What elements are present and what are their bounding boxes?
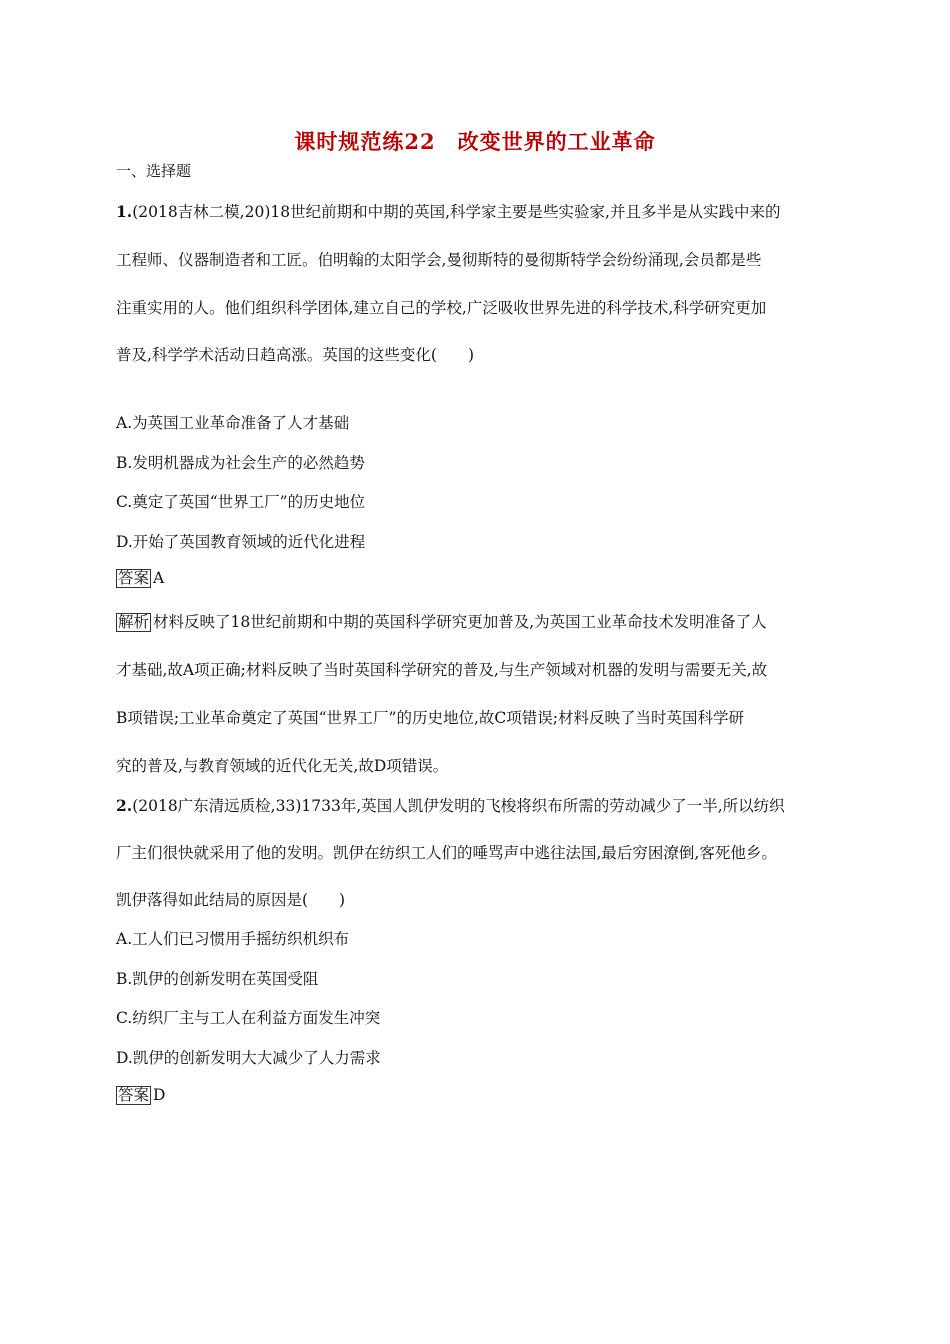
q1-analysis-line-2: 才基础,故A项正确;材料反映了当时英国科学研究的普及,与生产领域对机器的发明与需要无关,故 xyxy=(116,661,768,679)
analysis-tag: 解析 xyxy=(118,613,150,631)
q2-text-1: (2018广东清远质检,33)1733年,英国人凯伊发明的飞梭将织布所需的劳动减少了一半,所以纺织 xyxy=(132,797,785,815)
q2-option-b: B.凯伊的创新发明在英国受阻 xyxy=(116,970,319,988)
q2-line-2: 厂主们很快就采用了他的发明。凯伊在纺织工人们的唾骂声中逃往法国,最后穷困潦倒,客死他乡。 xyxy=(116,844,777,862)
section-label: 一、选择题 xyxy=(116,162,192,180)
q1-option-b: B.发明机器成为社会生产的必然趋势 xyxy=(116,454,365,472)
q2-line-1 xyxy=(116,794,785,816)
q2-option-a: A.工人们已习惯用手摇纺织机织布 xyxy=(116,930,350,948)
title-part-2: 改变世界的工业革命 xyxy=(457,129,656,154)
q1-line-1 xyxy=(116,200,780,222)
q1-analysis-line-1 xyxy=(116,610,767,632)
page-title xyxy=(0,126,950,156)
q2-option-c: C.纺织厂主与工人在利益方面发生冲突 xyxy=(116,1009,381,1027)
q1-line-4: 普及,科学学术活动日趋高涨。英国的这些变化( ) xyxy=(116,346,475,364)
q1-line-3: 注重实用的人。他们组织科学团体,建立自己的学校,广泛吸收世界先进的科学技术,科学研究更加 xyxy=(116,299,767,317)
q1-analysis-line-3: B项错误;工业革命奠定了英国“世界工厂”的历史地位,故C项错误;材料反映了当时英国科学研 xyxy=(116,709,744,727)
q1-number: 1. xyxy=(116,202,133,221)
q1-answer-value: A xyxy=(153,569,165,587)
answer-tag: 答案 xyxy=(118,1086,150,1104)
q2-answer-value: D xyxy=(153,1086,166,1104)
title-part-1: 课时规范练22 xyxy=(294,129,436,154)
q1-analysis-line-4: 究的普及,与教育领域的近代化无关,故D项错误。 xyxy=(116,757,449,775)
q1-option-a: A.为英国工业革命准备了人才基础 xyxy=(116,414,350,432)
q2-option-d: D.凯伊的创新发明大大减少了人力需求 xyxy=(116,1049,381,1067)
q1-line-2: 工程师、仪器制造者和工匠。伯明翰的太阳学会,曼彻斯特的曼彻斯特学会纷纷涌现,会员都是些 xyxy=(116,251,762,269)
answer-tag: 答案 xyxy=(118,569,150,587)
q1-analysis-text-1: 材料反映了18世纪前期和中期的英国科学研究更加普及,为英国工业革命技术发明准备了人 xyxy=(153,613,767,631)
q2-line-3: 凯伊落得如此结局的原因是( ) xyxy=(116,891,346,909)
q2-answer xyxy=(116,1086,165,1105)
q1-answer xyxy=(116,569,164,588)
q1-option-d: D.开始了英国教育领域的近代化进程 xyxy=(116,533,366,551)
q1-option-c: C.奠定了英国“世界工厂”的历史地位 xyxy=(116,493,366,511)
q2-number: 2. xyxy=(116,796,133,815)
q1-text-1: (2018吉林二模,20)18世纪前期和中期的英国,科学家主要是些实验家,并且多半是从实践中来的 xyxy=(132,203,781,221)
